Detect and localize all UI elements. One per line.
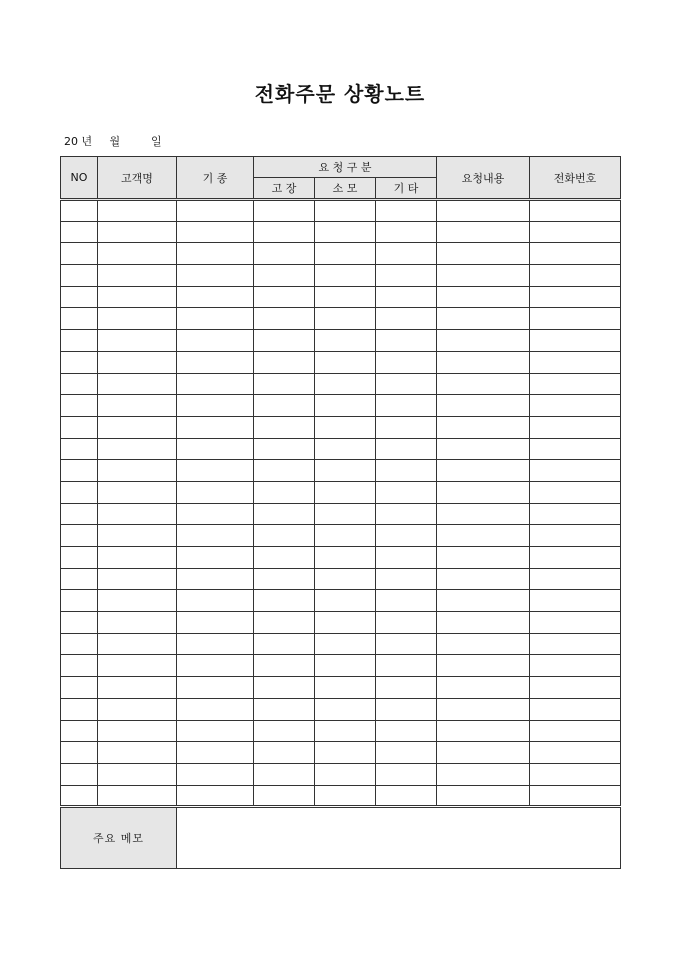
cell-request-content[interactable] <box>437 373 530 395</box>
cell-consumable[interactable] <box>315 763 376 785</box>
cell-consumable[interactable] <box>315 633 376 655</box>
cell-fault[interactable] <box>254 612 315 634</box>
cell-consumable[interactable] <box>315 330 376 352</box>
cell-fault[interactable] <box>254 785 315 807</box>
cell-other[interactable] <box>376 460 437 482</box>
table-row <box>61 612 621 634</box>
cell-other[interactable] <box>376 503 437 525</box>
cell-fault[interactable] <box>254 568 315 590</box>
cell-customer[interactable] <box>98 785 177 807</box>
cell-consumable[interactable] <box>315 373 376 395</box>
cell-customer[interactable] <box>98 308 177 330</box>
cell-request-content[interactable] <box>437 612 530 634</box>
date-day-label: 일 <box>151 135 162 148</box>
table-row <box>61 330 621 352</box>
cell-no[interactable] <box>61 286 98 308</box>
cell-model[interactable] <box>177 503 254 525</box>
cell-customer[interactable] <box>98 612 177 634</box>
cell-other[interactable] <box>376 221 437 243</box>
cell-phone[interactable] <box>530 200 621 222</box>
cell-request-content[interactable] <box>437 525 530 547</box>
cell-model[interactable] <box>177 286 254 308</box>
cell-other[interactable] <box>376 655 437 677</box>
date-year-label: 20 년 <box>64 135 93 148</box>
cell-model[interactable] <box>177 568 254 590</box>
date-month-label: 월 <box>109 135 121 148</box>
cell-customer[interactable] <box>98 655 177 677</box>
cell-other[interactable] <box>376 590 437 612</box>
cell-other[interactable] <box>376 373 437 395</box>
page-title: 전화주문 상황노트 <box>254 82 426 106</box>
table-row <box>61 568 621 590</box>
cell-fault[interactable] <box>254 763 315 785</box>
table-row <box>61 286 621 308</box>
cell-customer[interactable] <box>98 481 177 503</box>
table-row <box>61 243 621 265</box>
cell-customer[interactable] <box>98 763 177 785</box>
cell-fault[interactable] <box>254 265 315 287</box>
cell-consumable[interactable] <box>315 547 376 569</box>
table-row <box>61 308 621 330</box>
table-row <box>61 438 621 460</box>
cell-fault[interactable] <box>254 460 315 482</box>
cell-model[interactable] <box>177 677 254 699</box>
cell-consumable[interactable] <box>315 416 376 438</box>
cell-request-content[interactable] <box>437 330 530 352</box>
cell-phone[interactable] <box>530 655 621 677</box>
cell-model[interactable] <box>177 416 254 438</box>
cell-consumable[interactable] <box>315 351 376 373</box>
cell-model[interactable] <box>177 221 254 243</box>
header-customer: 고객명 <box>98 157 177 200</box>
cell-phone[interactable] <box>530 547 621 569</box>
cell-no[interactable] <box>61 547 98 569</box>
cell-fault[interactable] <box>254 373 315 395</box>
cell-request-content[interactable] <box>437 286 530 308</box>
cell-phone[interactable] <box>530 590 621 612</box>
cell-customer[interactable] <box>98 503 177 525</box>
cell-customer[interactable] <box>98 633 177 655</box>
table-row <box>61 547 621 569</box>
cell-customer[interactable] <box>98 438 177 460</box>
cell-no[interactable] <box>61 221 98 243</box>
cell-model[interactable] <box>177 373 254 395</box>
cell-customer[interactable] <box>98 286 177 308</box>
cell-other[interactable] <box>376 785 437 807</box>
cell-customer[interactable] <box>98 677 177 699</box>
cell-model[interactable] <box>177 243 254 265</box>
cell-no[interactable] <box>61 677 98 699</box>
cell-consumable[interactable] <box>315 395 376 417</box>
cell-consumable[interactable] <box>315 742 376 764</box>
cell-model[interactable] <box>177 395 254 417</box>
cell-request-content[interactable] <box>437 547 530 569</box>
header-consumable: 소 모 <box>315 178 376 200</box>
table-row <box>61 265 621 287</box>
cell-customer[interactable] <box>98 395 177 417</box>
cell-no[interactable] <box>61 395 98 417</box>
cell-customer[interactable] <box>98 698 177 720</box>
cell-other[interactable] <box>376 612 437 634</box>
cell-no[interactable] <box>61 698 98 720</box>
cell-fault[interactable] <box>254 351 315 373</box>
cell-phone[interactable] <box>530 698 621 720</box>
cell-fault[interactable] <box>254 720 315 742</box>
cell-other[interactable] <box>376 525 437 547</box>
cell-request-content[interactable] <box>437 308 530 330</box>
cell-model[interactable] <box>177 481 254 503</box>
cell-fault[interactable] <box>254 481 315 503</box>
cell-phone[interactable] <box>530 720 621 742</box>
cell-customer[interactable] <box>98 330 177 352</box>
cell-phone[interactable] <box>530 763 621 785</box>
table-row <box>61 720 621 742</box>
cell-other[interactable] <box>376 243 437 265</box>
cell-phone[interactable] <box>530 416 621 438</box>
cell-no[interactable] <box>61 243 98 265</box>
cell-other[interactable] <box>376 742 437 764</box>
memo-row <box>61 807 621 869</box>
cell-request-content[interactable] <box>437 633 530 655</box>
cell-model[interactable] <box>177 655 254 677</box>
cell-customer[interactable] <box>98 460 177 482</box>
cell-fault[interactable] <box>254 503 315 525</box>
cell-other[interactable] <box>376 698 437 720</box>
table-row <box>61 655 621 677</box>
cell-no[interactable] <box>61 351 98 373</box>
cell-consumable[interactable] <box>315 525 376 547</box>
cell-no[interactable] <box>61 460 98 482</box>
cell-other[interactable] <box>376 395 437 417</box>
cell-model[interactable] <box>177 525 254 547</box>
cell-consumable[interactable] <box>315 677 376 699</box>
cell-consumable[interactable] <box>315 785 376 807</box>
cell-model[interactable] <box>177 200 254 222</box>
order-table <box>60 156 621 869</box>
table-row <box>61 742 621 764</box>
cell-consumable[interactable] <box>315 698 376 720</box>
table-row <box>61 373 621 395</box>
cell-fault[interactable] <box>254 438 315 460</box>
cell-model[interactable] <box>177 742 254 764</box>
cell-phone[interactable] <box>530 785 621 807</box>
cell-other[interactable] <box>376 286 437 308</box>
table-body <box>61 200 621 869</box>
cell-phone[interactable] <box>530 568 621 590</box>
memo-label: 주요 메모 <box>61 807 177 869</box>
table-row <box>61 351 621 373</box>
table-row <box>61 416 621 438</box>
cell-customer[interactable] <box>98 590 177 612</box>
cell-other[interactable] <box>376 438 437 460</box>
cell-customer[interactable] <box>98 265 177 287</box>
cell-no[interactable] <box>61 373 98 395</box>
table-row <box>61 395 621 417</box>
cell-consumable[interactable] <box>315 200 376 222</box>
cell-fault[interactable] <box>254 395 315 417</box>
cell-other[interactable] <box>376 351 437 373</box>
cell-fault[interactable] <box>254 416 315 438</box>
cell-other[interactable] <box>376 547 437 569</box>
cell-request-content[interactable] <box>437 785 530 807</box>
cell-no[interactable] <box>61 265 98 287</box>
cell-model[interactable] <box>177 438 254 460</box>
cell-phone[interactable] <box>530 395 621 417</box>
cell-consumable[interactable] <box>315 243 376 265</box>
cell-no[interactable] <box>61 742 98 764</box>
cell-other[interactable] <box>376 481 437 503</box>
cell-request-content[interactable] <box>437 351 530 373</box>
cell-fault[interactable] <box>254 742 315 764</box>
cell-request-content[interactable] <box>437 265 530 287</box>
header-request-type: 요 청 구 분 <box>254 157 437 178</box>
cell-phone[interactable] <box>530 286 621 308</box>
cell-consumable[interactable] <box>315 308 376 330</box>
cell-model[interactable] <box>177 351 254 373</box>
header-phone: 전화번호 <box>530 157 621 200</box>
cell-no[interactable] <box>61 503 98 525</box>
table-row <box>61 785 621 807</box>
cell-no[interactable] <box>61 785 98 807</box>
cell-customer[interactable] <box>98 373 177 395</box>
cell-request-content[interactable] <box>437 720 530 742</box>
cell-customer[interactable] <box>98 720 177 742</box>
cell-model[interactable] <box>177 698 254 720</box>
table-row <box>61 525 621 547</box>
cell-request-content[interactable] <box>437 503 530 525</box>
cell-phone[interactable] <box>530 308 621 330</box>
cell-request-content[interactable] <box>437 655 530 677</box>
table-row <box>61 221 621 243</box>
cell-consumable[interactable] <box>315 655 376 677</box>
cell-fault[interactable] <box>254 677 315 699</box>
cell-customer[interactable] <box>98 221 177 243</box>
cell-other[interactable] <box>376 308 437 330</box>
cell-phone[interactable] <box>530 612 621 634</box>
cell-fault[interactable] <box>254 698 315 720</box>
cell-consumable[interactable] <box>315 221 376 243</box>
cell-request-content[interactable] <box>437 763 530 785</box>
table-row <box>61 481 621 503</box>
cell-customer[interactable] <box>98 742 177 764</box>
cell-no[interactable] <box>61 525 98 547</box>
cell-phone[interactable] <box>530 677 621 699</box>
table-row <box>61 590 621 612</box>
cell-model[interactable] <box>177 308 254 330</box>
cell-other[interactable] <box>376 416 437 438</box>
cell-consumable[interactable] <box>315 568 376 590</box>
cell-model[interactable] <box>177 612 254 634</box>
cell-phone[interactable] <box>530 351 621 373</box>
cell-customer[interactable] <box>98 200 177 222</box>
cell-other[interactable] <box>376 200 437 222</box>
header-fault: 고 장 <box>254 178 315 200</box>
cell-phone[interactable] <box>530 481 621 503</box>
cell-request-content[interactable] <box>437 460 530 482</box>
cell-model[interactable] <box>177 633 254 655</box>
cell-request-content[interactable] <box>437 590 530 612</box>
cell-consumable[interactable] <box>315 265 376 287</box>
cell-model[interactable] <box>177 763 254 785</box>
cell-request-content[interactable] <box>437 416 530 438</box>
cell-customer[interactable] <box>98 525 177 547</box>
cell-other[interactable] <box>376 568 437 590</box>
cell-fault[interactable] <box>254 221 315 243</box>
cell-phone[interactable] <box>530 742 621 764</box>
cell-phone[interactable] <box>530 243 621 265</box>
cell-consumable[interactable] <box>315 612 376 634</box>
cell-no[interactable] <box>61 590 98 612</box>
cell-request-content[interactable] <box>437 221 530 243</box>
date-line <box>64 133 171 149</box>
cell-other[interactable] <box>376 720 437 742</box>
cell-no[interactable] <box>61 720 98 742</box>
cell-fault[interactable] <box>254 633 315 655</box>
cell-no[interactable] <box>61 655 98 677</box>
cell-consumable[interactable] <box>315 503 376 525</box>
cell-no[interactable] <box>61 633 98 655</box>
header-other: 기 타 <box>376 178 437 200</box>
table-row <box>61 698 621 720</box>
memo-field[interactable] <box>177 807 621 869</box>
cell-no[interactable] <box>61 200 98 222</box>
cell-request-content[interactable] <box>437 200 530 222</box>
cell-consumable[interactable] <box>315 438 376 460</box>
cell-no[interactable] <box>61 438 98 460</box>
cell-model[interactable] <box>177 460 254 482</box>
cell-other[interactable] <box>376 265 437 287</box>
cell-phone[interactable] <box>530 221 621 243</box>
cell-customer[interactable] <box>98 547 177 569</box>
cell-phone[interactable] <box>530 525 621 547</box>
cell-phone[interactable] <box>530 265 621 287</box>
cell-other[interactable] <box>376 677 437 699</box>
cell-model[interactable] <box>177 720 254 742</box>
cell-request-content[interactable] <box>437 438 530 460</box>
cell-request-content[interactable] <box>437 677 530 699</box>
cell-no[interactable] <box>61 416 98 438</box>
table-row <box>61 677 621 699</box>
cell-model[interactable] <box>177 330 254 352</box>
cell-model[interactable] <box>177 547 254 569</box>
cell-phone[interactable] <box>530 503 621 525</box>
cell-consumable[interactable] <box>315 460 376 482</box>
cell-request-content[interactable] <box>437 698 530 720</box>
cell-fault[interactable] <box>254 308 315 330</box>
table-row <box>61 633 621 655</box>
cell-phone[interactable] <box>530 438 621 460</box>
cell-customer[interactable] <box>98 568 177 590</box>
cell-phone[interactable] <box>530 330 621 352</box>
cell-consumable[interactable] <box>315 481 376 503</box>
cell-request-content[interactable] <box>437 481 530 503</box>
cell-customer[interactable] <box>98 351 177 373</box>
cell-other[interactable] <box>376 763 437 785</box>
cell-model[interactable] <box>177 265 254 287</box>
cell-fault[interactable] <box>254 525 315 547</box>
cell-model[interactable] <box>177 785 254 807</box>
cell-consumable[interactable] <box>315 286 376 308</box>
table-row <box>61 503 621 525</box>
cell-request-content[interactable] <box>437 742 530 764</box>
cell-no[interactable] <box>61 481 98 503</box>
cell-consumable[interactable] <box>315 720 376 742</box>
cell-no[interactable] <box>61 330 98 352</box>
cell-fault[interactable] <box>254 547 315 569</box>
cell-fault[interactable] <box>254 590 315 612</box>
cell-phone[interactable] <box>530 373 621 395</box>
cell-consumable[interactable] <box>315 590 376 612</box>
cell-customer[interactable] <box>98 243 177 265</box>
cell-no[interactable] <box>61 308 98 330</box>
cell-phone[interactable] <box>530 460 621 482</box>
cell-customer[interactable] <box>98 416 177 438</box>
table-row <box>61 200 621 222</box>
cell-request-content[interactable] <box>437 395 530 417</box>
cell-no[interactable] <box>61 763 98 785</box>
cell-request-content[interactable] <box>437 243 530 265</box>
cell-fault[interactable] <box>254 243 315 265</box>
cell-other[interactable] <box>376 633 437 655</box>
cell-fault[interactable] <box>254 200 315 222</box>
cell-request-content[interactable] <box>437 568 530 590</box>
header-no: NO <box>61 157 98 200</box>
cell-fault[interactable] <box>254 655 315 677</box>
cell-other[interactable] <box>376 330 437 352</box>
header-request-content: 요청내용 <box>437 157 530 200</box>
cell-fault[interactable] <box>254 330 315 352</box>
cell-model[interactable] <box>177 590 254 612</box>
cell-no[interactable] <box>61 612 98 634</box>
cell-phone[interactable] <box>530 633 621 655</box>
header-model: 기 종 <box>177 157 254 200</box>
cell-no[interactable] <box>61 568 98 590</box>
table-row <box>61 763 621 785</box>
table-row <box>61 460 621 482</box>
cell-fault[interactable] <box>254 286 315 308</box>
